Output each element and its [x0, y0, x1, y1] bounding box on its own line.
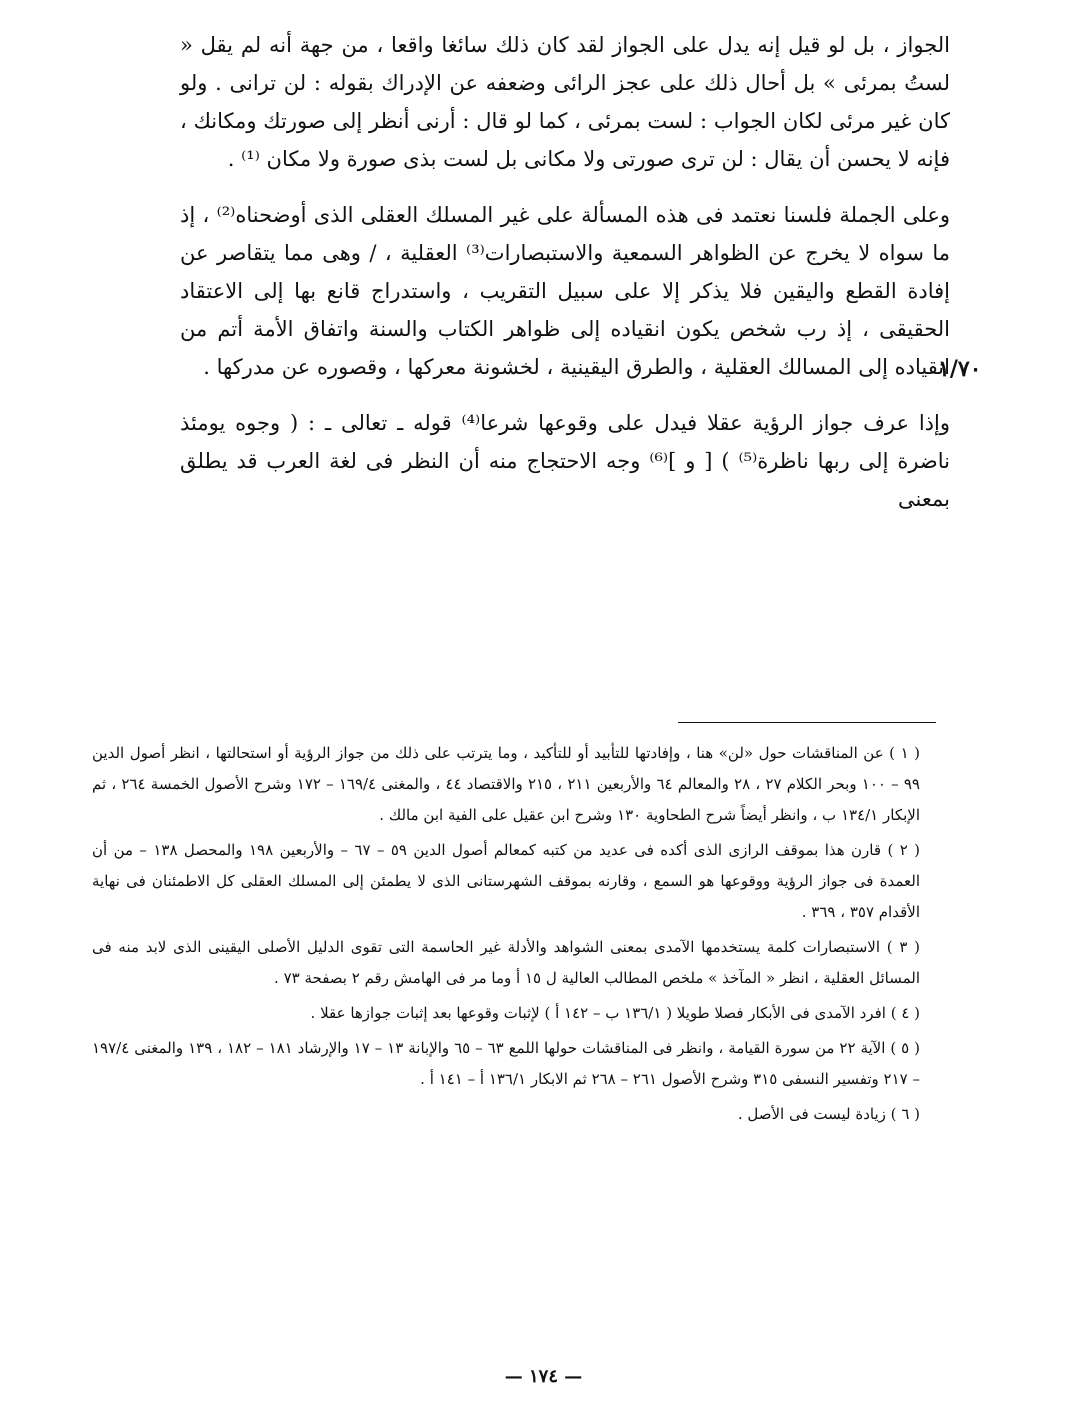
- manuscript-folio-marker: ١/٧٠: [938, 356, 982, 382]
- page-number: — ١٧٤ —: [504, 1366, 583, 1387]
- footnotes: [92, 738, 920, 1130]
- footnote-5: ( ٥ ) الآية ٢٢ من سورة القيامة ، وانظر فى المناقشات حولها اللمع ٦٣ – ٦٥ والإبانة ١٣ – ١٧ والإرشاد ١٨١ – ١٨٢ ، ١٣٩ والمغنى ١٩٧/٤ – ٢١٧ وتفسير النسفى ٣١٥ وشرح الأصول ٢٦١ – ٢٦٨ ثم الابكار ١٣٦/١ أ – ١٤١ أ .: [92, 1039, 920, 1088]
- footnote-2: ( ٢ ) قارن هذا بموقف الرازى الذى أكده فى عديد من كتبه كمعالم أصول الدين ٥٩ – ٦٧ – والأربعين ١٩٨ والمحصل ١٣٨ – من أن العمدة فى جواز الرؤية ووقوعها هو السمع ، وقارنه بموقف الشهرستانى الذى لا يطمئن إلى المسلك العقلى كل الاطمئنان فى نهاية الأقدام ٣٥٧ ، ٣٦٩ .: [92, 841, 920, 921]
- main-text: [180, 26, 950, 518]
- body-paragraph-2: وعلى الجملة فلسنا نعتمد فى هذه المسألة على غير المسلك العقلى الذى أوضحناه⁽²⁾ ، إذ ما سواه لا يخرج عن الظواهر السمعية والاستبصارات⁽³⁾ العقلية ، / وهى مما يتقاصر عن إفادة القطع واليقين فلا يذكر إلا على سبيل التقريب ، واستدراج قانع بها إلى الاعتقاد الحقيقى ، إذ رب شخص يكون انقياده إلى ظواهر الكتاب والسنة واتفاق الأمة أتم من انقياده إلى المسالك العقلية ، والطرق اليقينية ، لخشونة معركها ، وقصوره عن مدركها .: [180, 203, 950, 379]
- footnote-1: ( ١ ) عن المناقشات حول «لن» هنا ، وإفادتها للتأبيد أو للتأكيد ، وما يترتب على ذلك من جواز الرؤية أو استحالتها ، انظر أصول الدين ٩٩ – ١٠٠ وبحر الكلام ٢٧ ، ٢٨ والمعالم ٦٤ والأربعين ٢١١ ، ٢١٥ والاقتصاد ٤٤ ، والمغنى ١٦٩/٤ – ١٧٢ وشرح الأصول الخمسة ٢٦٤ ، ثم الإبكار ١٣٤/١ ب ، وانظر أيضاً شرح الطحاوية ١٣٠ وشرح ابن عقيل على الفية ابن مالك .: [92, 744, 920, 824]
- footnote-3: ( ٣ ) الاستبصارات كلمة يستخدمها الآمدى بمعنى الشواهد والأدلة غير الحاسمة التى تقوى الدليل الأصلى اليقينى الذى لابد منه فى المسائل العقلية ، انظر « المآخذ » ملخص المطالب العالية ل ١٥ أ وما مر فى الهامش رقم ٢ بصفحة ٧٣ .: [92, 938, 920, 987]
- footnote-4: ( ٤ ) افرد الآمدى فى الأبكار فصلا طويلا ( ١٣٦/١ ب – ١٤٢ أ ) لإثبات وقوعها بعد إثبات جوازها عقلا .: [310, 1004, 920, 1022]
- footnote-6: ( ٦ ) زيادة ليست فى الأصل .: [737, 1105, 920, 1123]
- body-paragraph-1: الجواز ، بل لو قيل إنه يدل على الجواز لقد كان ذلك سائغا واقعا ، من جهة أنه لم يقل « لستُ بمرئى » بل أحال ذلك على عجز الرائى وضعفه عن الإدراك بقوله : لن ترانى . ولو كان غير مرئى لكان الجواب : لست بمرئى ، كما لو قال : أرنى أنظر إلى صورتك ومكانك ، فإنه لا يحسن أن يقال : لن ترى صورتى ولا مكانى بل لست بذى صورة ولا مكان ⁽¹⁾ .: [180, 33, 950, 171]
- body-paragraph-3: وإذا عرف جواز الرؤية عقلا فيدل على وقوعها شرعا⁽⁴⁾ قوله ـ تعالى ـ : ( وجوه يومئذ ناضرة إلى ربها ناظرة⁽⁵⁾ ) [ و ]⁽⁶⁾ وجه الاحتجاج منه أن النظر فى لغة العرب قد يطلق بمعنى: [180, 411, 950, 511]
- footnote-separator: [678, 722, 936, 723]
